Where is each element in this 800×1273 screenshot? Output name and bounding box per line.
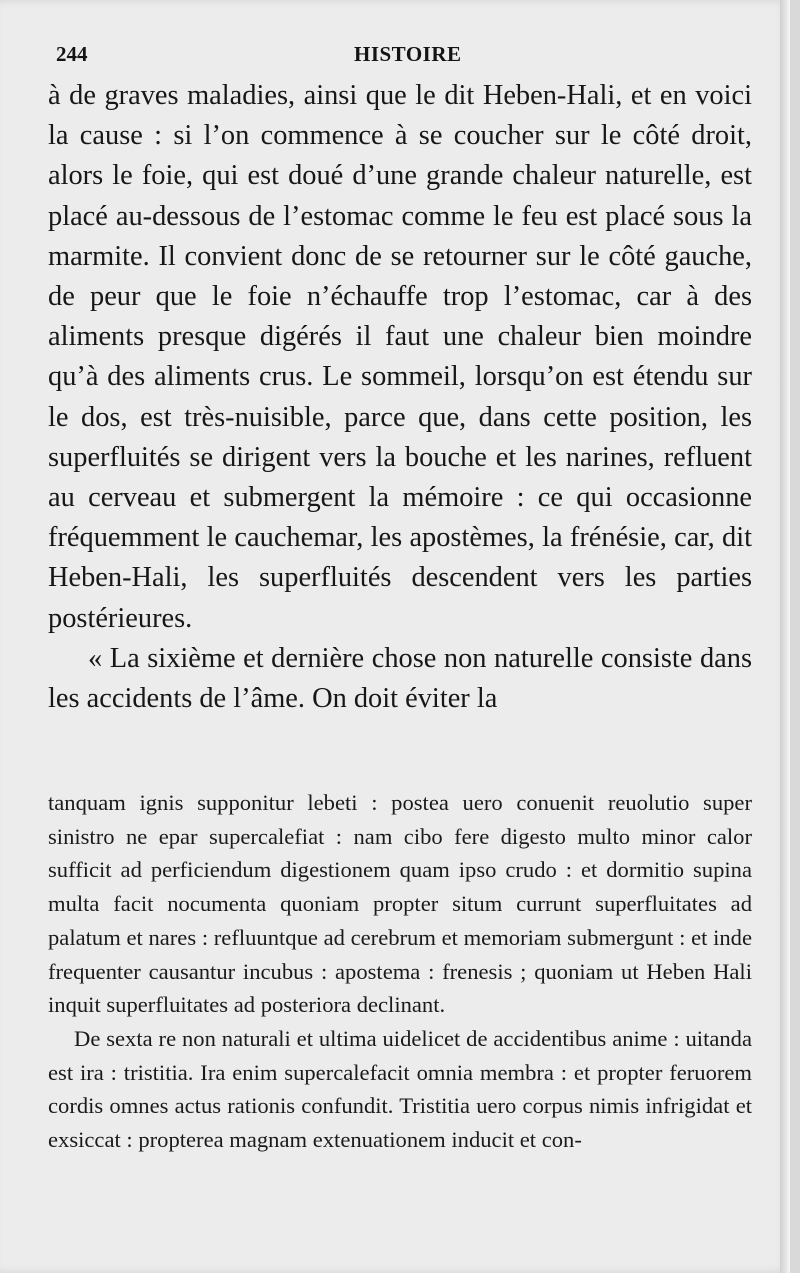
page-edge xyxy=(780,0,790,1273)
main-paragraph: « La sixième et dernière chose non naturelle consiste dans les accidents de l’âme. On doit éviter la xyxy=(48,642,752,715)
page-header xyxy=(56,38,756,72)
main-paragraph: à de graves maladies, ainsi que le dit Heben-Hali, et en voici la cause : si l’on commence à se coucher sur le côté droit, alors le foie, qui est doué d’une grande chaleur naturelle, est placé au-dessous de l’estomac comme le feu est placé sous la marmite. Il convient donc de se retourner sur le côté gauche, de peur que le foie n’échauffe trop l’estomac, car à des aliments presque digérés il faut une chaleur bien moindre qu’à des aliments crus. Le sommeil, lorsqu’on est étendu sur le dos, est très-nuisible, parce que, dans cette position, les superfluités se dirigent vers la bouche et les narines, refluent au cerveau et submergent la mémoire : ce qui occasionne fréquemment le cauchemar, les apostèmes, la frénésie, car, dit Heben-Hali, les superfluités descendent vers les parties postérieures. xyxy=(48,80,752,634)
footnote-paragraph: De sexta re non naturali et ultima uidelicet de accidentibus anime : uitanda est ira : tristitia. Ira enim supercalefacit omnia membra : et propter feruorem cordis omnes actus rationis confundit. Tristitia uero corpus nimis infrigidat et exsiccat : propterea magnam extenuationem inducit et con- xyxy=(48,1025,752,1153)
footnote-latin-text xyxy=(48,786,752,1157)
main-text xyxy=(48,76,752,719)
footnote-paragraph: tanquam ignis supponitur lebeti : postea uero conuenit reuolutio super sinistro ne epar supercalefiat : nam cibo fere digesto multo minor calor sufficit ad perficiendum digestionem quam ipso crudo : et dormitio supina multa facit nocumenta quoniam propter situm currunt superfluitates ad palatum et nares : refluuntque ad cerebrum et memoriam submergunt : et inde frequenter causantur incubus : apostema : frenesis ; quoniam ut Heben Hali inquit superfluitates ad posteriora declinant. xyxy=(48,790,752,1018)
running-title: HISTOIRE xyxy=(354,42,462,66)
page-number: 244 xyxy=(56,42,88,66)
